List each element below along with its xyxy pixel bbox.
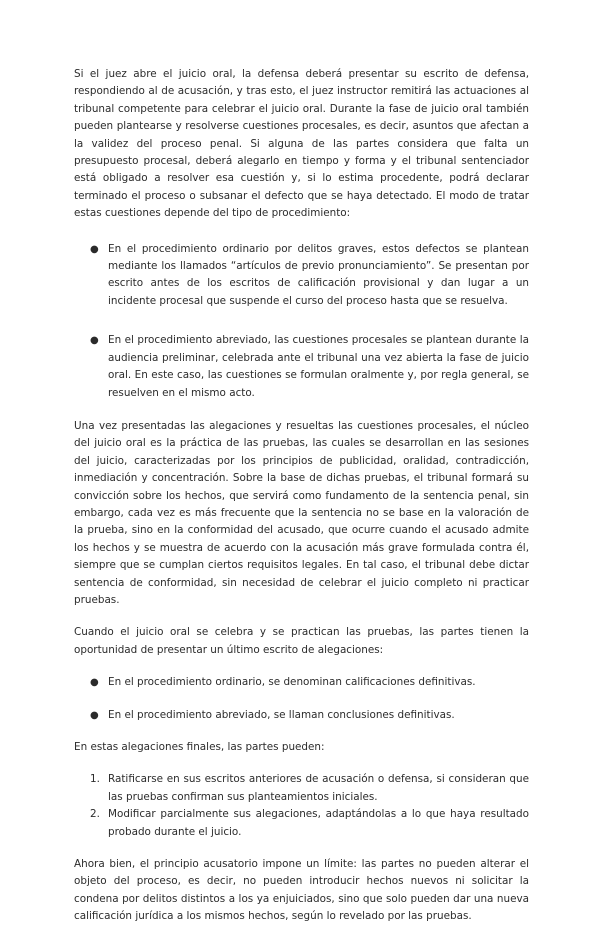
- bullet-icon: ●: [90, 709, 99, 721]
- list-item: [74, 771, 529, 806]
- bullet-icon: ●: [90, 243, 99, 255]
- list-item-text: Modificar parcialmente sus alegaciones, adaptándolas a lo que haya resultado probado durante el juicio.: [108, 808, 529, 838]
- list-item-text: En el procedimiento abreviado, las cuestiones procesales se plantean durante la audiencia preliminar, celebrada ante el tribunal una vez abierta la fase de juicio oral. En este caso, las cuestiones se formulan oralmente y, por regla general, se resuelven en el mismo acto.: [108, 334, 529, 399]
- paragraph-pruebas: Una vez presentadas las alegaciones y resueltas las cuestiones procesales, el núcleo del juicio oral es la práctica de las pruebas, las cuales se desarrollan en las sesiones del juicio, caracterizadas por los principios de publicidad, oralidad, contradicción, inmediación y concentración. Sobre la base de dichas pruebas, el tribunal formará su convicción sobre los hechos, que servirá como fundamento de la sentencia penal, sin embargo, cada vez es más frecuente que la sentencia no se base en la valoración de la prueba, sino en la conformidad del acusado, que ocurre cuando el acusado admite los hechos y se muestra de acuerdo con la acusación más grave formulada contra él, siempre que se cumplan ciertos requisitos legales. En tal caso, el tribunal debe dictar sentencia de conformidad, sin necesidad de celebrar el juicio completo ni practicar pruebas.: [74, 419, 529, 606]
- list-item: [74, 806, 529, 841]
- numbered-list-opciones: [74, 771, 529, 841]
- list-item: [74, 241, 529, 311]
- list-number: 2.: [90, 808, 100, 821]
- document-body: [74, 66, 529, 926]
- list-item: [74, 707, 529, 724]
- list-item: [74, 332, 529, 402]
- paragraph-alegaciones-finales: En estas alegaciones finales, las partes pueden:: [74, 741, 325, 753]
- paragraph-ultimo-escrito: Cuando el juicio oral se celebra y se practican las pruebas, las partes tienen la oportunidad de presentar un último escrito de alegaciones:: [74, 626, 529, 656]
- bullet-icon: ●: [90, 677, 99, 689]
- bullet-list-procedimientos: [74, 241, 529, 402]
- list-number: 1.: [90, 773, 100, 786]
- paragraph-principio-acusatorio: Ahora bien, el principio acusatorio impone un límite: las partes no pueden alterar el objeto del proceso, es decir, no pueden introducir hechos nuevos ni solicitar la condena por delitos distintos a los ya enjuiciados, sino que solo pueden dar una nueva calificación jurídica a los mismos hechos, según lo revelado por las pruebas.: [74, 858, 529, 923]
- list-item-text: Ratificarse en sus escritos anteriores de acusación o defensa, si consideran que las pruebas confirman sus planteamientos iniciales.: [108, 773, 529, 803]
- list-item-text: En el procedimiento abreviado, se llaman conclusiones definitivas.: [108, 708, 455, 721]
- list-item: [74, 674, 529, 691]
- bullet-list-alegaciones: [74, 674, 529, 724]
- list-item-text: En el procedimiento ordinario, se denominan calificaciones definitivas.: [108, 676, 476, 689]
- paragraph-juicio-oral: Si el juez abre el juicio oral, la defensa deberá presentar su escrito de defensa, respondiendo al de acusación, y tras esto, el juez instructor remitirá las actuaciones al tribunal competente para celebrar el juicio oral. Durante la fase de juicio oral también pueden plantearse y resolverse cuestiones procesales, es decir, asuntos que afectan a la validez del proceso penal. Si alguna de las partes considera que falta un presupuesto procesal, deberá alegarlo en tiempo y forma y el tribunal sentenciador está obligado a resolver esa cuestión y, si lo estima procedente, podrá declarar terminado el proceso o subsanar el defecto que se haya detectado. El modo de tratar estas cuestiones depende del tipo de procedimiento:: [74, 68, 529, 220]
- list-item-text: En el procedimiento ordinario por delitos graves, estos defectos se plantean mediante los llamados “artículos de previo pronunciamiento”. Se presentan por escrito antes de los escritos de calificación provisional y dan lugar a un incidente procesal que suspende el curso del proceso hasta que se resuelva.: [108, 242, 529, 307]
- bullet-icon: ●: [90, 335, 99, 347]
